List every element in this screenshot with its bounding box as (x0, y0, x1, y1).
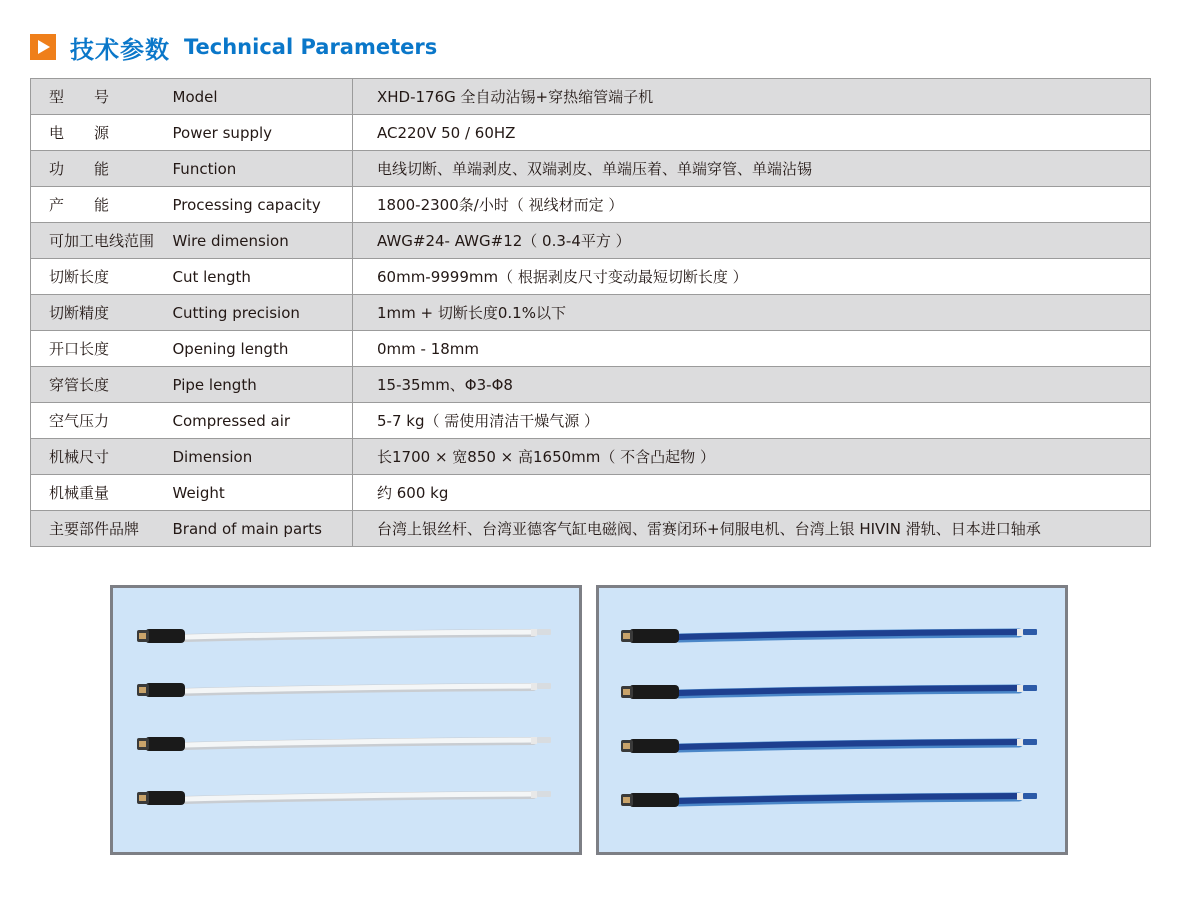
param-label-cn-text: 电 源 (49, 124, 110, 142)
white-wire-samples-drawing (113, 588, 579, 852)
param-label-cn (31, 115, 173, 151)
section-header (30, 30, 437, 64)
param-row (31, 367, 1151, 403)
param-row (31, 223, 1151, 259)
param-label-cn (31, 79, 173, 115)
param-value: AWG#24- AWG#12（ 0.3-4平方 ） (353, 223, 1151, 259)
param-value: 60mm-9999mm（ 根据剥皮尺寸变动最短切断长度 ） (353, 259, 1151, 295)
param-label-cn-text: 型 号 (49, 88, 110, 106)
param-row (31, 295, 1151, 331)
title-chinese: 技术参数 (70, 35, 170, 64)
wire-sample (137, 683, 551, 697)
param-label-cn-text: 机械重量 (49, 484, 110, 502)
param-row (31, 331, 1151, 367)
param-label-cn-text: 切断长度 (49, 268, 110, 286)
param-label-cn-text: 主要部件品牌 (49, 520, 140, 538)
param-row (31, 511, 1151, 547)
param-row (31, 475, 1151, 511)
param-value: 5-7 kg（ 需使用清洁干燥气源 ） (353, 403, 1151, 439)
param-label-cn (31, 151, 173, 187)
param-row (31, 187, 1151, 223)
param-label-cn (31, 187, 173, 223)
param-label-en: Cut length (173, 259, 353, 295)
param-label-en: Dimension (173, 439, 353, 475)
param-row (31, 439, 1151, 475)
param-row (31, 151, 1151, 187)
param-label-cn (31, 439, 173, 475)
param-value: 15-35mm、Φ3-Φ8 (353, 367, 1151, 403)
param-label-en: Opening length (173, 331, 353, 367)
param-value: 1800-2300条/小时（ 视线材而定 ） (353, 187, 1151, 223)
param-row (31, 403, 1151, 439)
param-label-en: Power supply (173, 115, 353, 151)
param-label-cn-text: 空气压力 (49, 412, 110, 430)
param-value: 1mm + 切断长度0.1%以下 (353, 295, 1151, 331)
param-label-en: Brand of main parts (173, 511, 353, 547)
param-value: 台湾上银丝杆、台湾亚德客气缸电磁阀、雷赛闭环+伺服电机、台湾上银 HIVIN 滑轨、日本进口轴承 (353, 511, 1151, 547)
wire-sample (137, 791, 551, 805)
wire-sample (621, 685, 1037, 699)
param-row (31, 259, 1151, 295)
param-value: 约 600 kg (353, 475, 1151, 511)
wire-sample (137, 737, 551, 751)
param-value: AC220V 50 / 60HZ (353, 115, 1151, 151)
param-label-cn (31, 295, 173, 331)
param-value: 长1700 × 宽850 × 高1650mm（ 不含凸起物 ） (353, 439, 1151, 475)
param-label-cn-text: 开口长度 (49, 340, 110, 358)
param-label-cn (31, 511, 173, 547)
param-label-cn-text: 机械尺寸 (49, 448, 110, 466)
param-value: 0mm - 18mm (353, 331, 1151, 367)
param-label-cn-text: 穿管长度 (49, 376, 110, 394)
blue-wire-photo (596, 585, 1068, 855)
technical-parameters-table (30, 78, 1151, 547)
param-row (31, 115, 1151, 151)
blue-wire-samples-drawing (599, 588, 1065, 852)
wire-sample (137, 629, 551, 643)
param-label-cn (31, 475, 173, 511)
param-label-cn (31, 403, 173, 439)
param-label-cn (31, 367, 173, 403)
param-label-cn-text: 产 能 (49, 196, 110, 214)
param-label-cn-text: 切断精度 (49, 304, 110, 322)
wire-sample (621, 739, 1037, 753)
param-label-cn (31, 331, 173, 367)
param-label-en: Processing capacity (173, 187, 353, 223)
wire-sample (621, 793, 1037, 807)
param-label-cn (31, 223, 173, 259)
play-icon (30, 34, 56, 60)
param-label-cn-text: 功 能 (49, 160, 110, 178)
param-label-en: Pipe length (173, 367, 353, 403)
param-label-cn (31, 259, 173, 295)
param-row (31, 79, 1151, 115)
param-value: XHD-176G 全自动沾锡+穿热缩管端子机 (353, 79, 1151, 115)
param-label-cn-text: 可加工电线范围 (49, 232, 155, 250)
param-label-en: Model (173, 79, 353, 115)
title-english: Technical Parameters (184, 35, 438, 59)
param-label-en: Wire dimension (173, 223, 353, 259)
param-label-en: Weight (173, 475, 353, 511)
param-label-en: Compressed air (173, 403, 353, 439)
white-wire-photo (110, 585, 582, 855)
param-label-en: Function (173, 151, 353, 187)
param-value: 电线切断、单端剥皮、双端剥皮、单端压着、单端穿管、单端沾锡 (353, 151, 1151, 187)
param-label-en: Cutting precision (173, 295, 353, 331)
wire-sample (621, 629, 1037, 643)
